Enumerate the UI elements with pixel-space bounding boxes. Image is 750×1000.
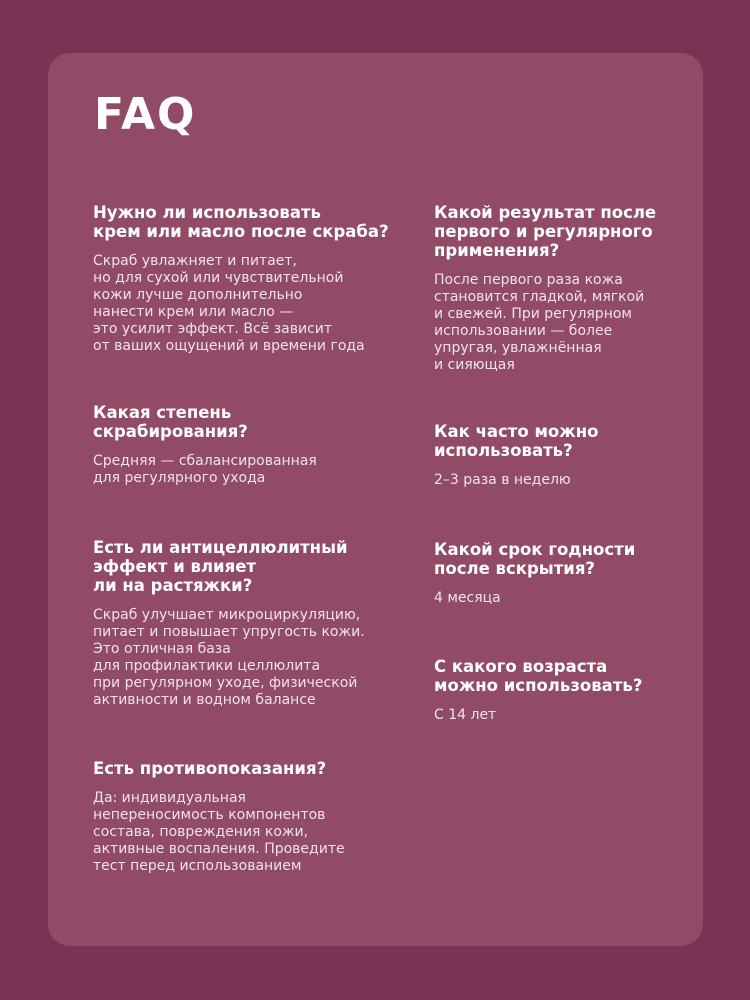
faq-item-age xyxy=(434,657,694,724)
faq-question: Какая степень скрабирования? xyxy=(93,403,248,441)
faq-answer: 4 месяца xyxy=(434,590,501,606)
faq-item-moisturizer xyxy=(93,203,393,355)
faq-item-anticellulite xyxy=(93,538,393,709)
faq-answer: 2–3 раза в неделю xyxy=(434,472,571,488)
faq-answer: Скраб увлажняет и питает, но для сухой или чувствительной кожи лучше дополнительно нанести крем или масло — это усилит эффект. Всё зависит от ваших ощущений и времени года xyxy=(93,253,365,354)
faq-answer: Средняя — сбалансированная для регулярного ухода xyxy=(93,453,317,486)
faq-item-result xyxy=(434,203,694,374)
page-title: FAQ xyxy=(94,89,197,140)
faq-question: Какой срок годности после вскрытия? xyxy=(434,540,636,578)
faq-question: Есть противопоказания? xyxy=(93,759,327,778)
faq-item-scrub-level xyxy=(93,403,393,487)
faq-item-frequency xyxy=(434,422,694,489)
faq-question: Как часто можно использовать? xyxy=(434,422,599,460)
faq-answer: С 14 лет xyxy=(434,707,497,723)
faq-question: Нужно ли использовать крем или масло после скраба? xyxy=(93,203,389,241)
faq-card xyxy=(48,53,703,946)
faq-item-shelf-life xyxy=(434,540,694,607)
faq-answer: После первого раза кожа становится гладкой, мягкой и свежей. При регулярном использовании — более упругая, увлажнённая и сияющая xyxy=(434,272,645,373)
faq-answer: Да: индивидуальная непереносимость компонентов состава, повреждения кожи, активные воспаления. Проведите тест перед использованием xyxy=(93,790,345,874)
faq-answer: Скраб улучшает микроциркуляцию, питает и повышает упругость кожи. Это отличная база для профилактики целлюлита при регулярном уходе, физической активности и водном балансе xyxy=(93,607,365,708)
faq-item-contraindications xyxy=(93,759,393,875)
faq-question: С какого возраста можно использовать? xyxy=(434,657,643,695)
faq-question: Есть ли антицеллюлитный эффект и влияет ли на растяжки? xyxy=(93,538,348,595)
faq-question: Какой результат после первого и регулярного применения? xyxy=(434,203,657,260)
